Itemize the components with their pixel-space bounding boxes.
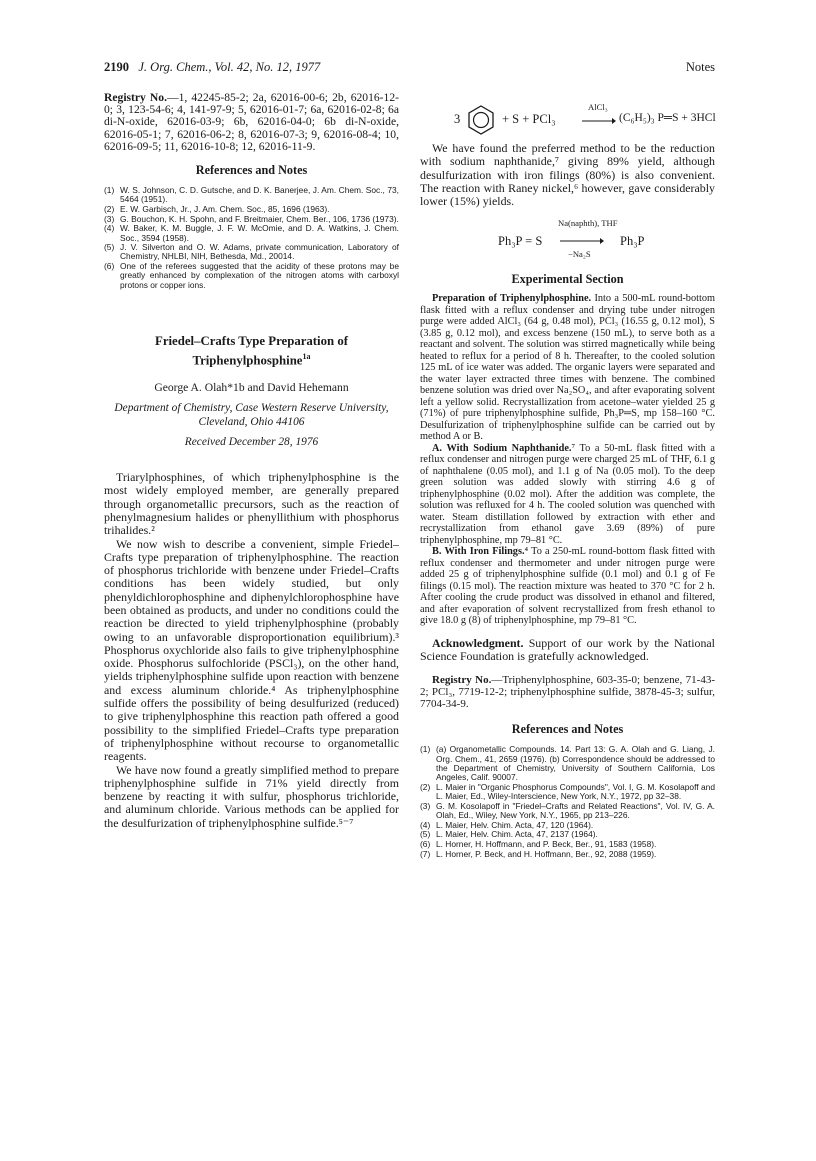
body-paragraph: We have now found a greatly simplified method to prepare triphenylphosphine sulfide in 71% yield directly from benzene by reacting it with sulfur, phosphorus trichloride, and aluminum chloride. Various methods can be applied for the desulfurization of triphenylphosphine sulfide.⁵⁻⁷ <box>104 762 399 830</box>
eq2-reactant: Ph₃P = S <box>498 234 543 249</box>
right-refs-heading: References and Notes <box>511 722 624 737</box>
left-registry-label: Registry No. <box>104 91 168 104</box>
journal-name: J. Org. Chem., <box>138 60 212 74</box>
reaction-arrow-icon <box>560 237 604 245</box>
right-ref-item: (3) G. M. Kosolapoff in "Friedel–Crafts and Related Reactions", Vol. IV, G. A. Olah, Ed., Wiley, New York, N.Y., 1965, pp 213–226. <box>420 800 715 820</box>
left-ref-item: (1) W. S. Johnson, C. D. Gutsche, and D. K. Banerjee, J. Am. Chem. Soc., 73, 5464 (1951). <box>104 185 399 205</box>
article-title: Friedel–Crafts Type Preparation of Triphenylphosphine$^{1a}$ <box>155 333 348 368</box>
eq1-coefficient: 3 <box>454 112 461 126</box>
left-refs-list <box>104 186 399 290</box>
left-registry <box>104 92 399 153</box>
left-ref-item: (5) J. V. Silverton and O. W. Adams, private communication, Laboratory of Chemistry, NHLBI, NIH, Bethesda, Md., 20014. <box>104 242 399 262</box>
received-date: Received December 28, 1976 <box>184 436 319 449</box>
body-paragraph: We have found the preferred method to be the reduction with sodium naphthanide,⁷ giving 89% yield, although desulfurization with iron filings (80%) is also convenient. The reaction with Raney nickel,⁶ however, gave considerably lower (15%) yields. <box>420 141 715 209</box>
eq1-reagents: + S + PCl₃ <box>502 112 556 126</box>
left-refs-heading: References and Notes <box>195 163 308 178</box>
left-ref-item: (4) W. Baker, K. M. Buggle, J. F. W. McOmie, and D. A. Watkins, J. Chem. Soc., 3594 (1958). <box>104 223 399 243</box>
running-header <box>104 60 715 80</box>
eq2-product: Ph₃P <box>620 234 645 249</box>
reaction-equation-1 <box>420 100 715 138</box>
left-ref-item: (3) G. Bouchon, K. H. Spohn, and F. Breitmaier, Chem. Ber., 106, 1736 (1973). <box>104 213 399 224</box>
right-ref-item: (1) (a) Organometallic Compounds. 14. Part 13: G. A. Olah and G. Liang, J. Org. Chem., 41, 2659 (1976). (b) Correspondence should be addressed to the Department of Chemistry, University of Southern California, Los Angeles, Calif. 90007. <box>420 744 715 783</box>
experimental-paragraph: A. With Sodium Naphthanide.⁷ To a 50-mL flask fitted with a reflux condenser and nitrogen purge were charged 25 mL of THF, 6.1 g of naphthalene (0.05 mol), and 1.1 g of Na (0.05 mol). To the deep green solution was added slowly with stirring 4.6 g of triphenylphosphine (0.02 mol). After the addition was complete, the solution was refluxed for 4 h. The cooled solution was quenched with water. Steam distillation followed by extraction with ether and recrystallization from ethanol gave 3.69 (89%) of pure triphenylphosphine, mp 79–81 °C. <box>420 442 715 546</box>
experimental-heading: Experimental Section <box>511 272 624 287</box>
left-registry-text: —1, 42245-85-2; 2a, 62016-00-6; 2b, 62016-12-0; 3, 123-54-6; 4, 141-97-9; 5, 62016-01-7; 6a, 62016-02-8; 6a di-N-oxide, 62016-03-9; 6b, 62016-04-0; 6b di-N-oxide, 62016-05-1; 7, 62016-06-2; 8, 62016-07-3; 9, 62016-08-4; 10, 62016-09-5; 11, 62016-10-8; 12, 62016-11-9. <box>104 91 399 153</box>
experimental-paragraph: Preparation of Triphenylphosphine. Into a 500-mL round-bottom flask fitted with a reflux condenser and drying tube under nitrogen purge were added AlCl₃ (64 g, 0.48 mol), PCl₃ (16.55 g, 0.12 mol), S (3.85 g, 0.12 mol), and excess benzene (150 mL), to serve both as a reactant and solvent. The solution was stirred magnetically while being heated to reflux for a period of 8 h. Thereafter, to the cooled solution 125 mL of ice water was added. The organic layers were separated and the water layer extracted three times with benzene. The combined benzene solution was dried over Na₂SO₄, and after evaporating solvent left a yellow solid. Recrystallization from acetone–water yielded 25 g (71%) of pure triphenylphosphine sulfide, Ph₃P═S, mp 158–160 °C. Desulfurization of triphenylphosphine sulfide can be carried out by method A or B. <box>420 293 715 443</box>
right-column <box>420 98 715 859</box>
benzene-ring-icon <box>466 104 496 136</box>
body-paragraph: We now wish to describe a convenient, simple Friedel–Crafts type preparation of triphenylphosphine. The reaction of phosphorus trichloride with benzene under Friedel–Crafts conditions has been widely studied, but only phenyldichlorophosphine and diphenylchlorophosphine have been obtained as products, and under no conditions could the reaction be directed to yield triphenylphosphine (probably owing to an unfavorable disproportionation equilibrium).³ Phosphorus oxychloride also fails to give triphenylphosphine oxide. Phosphorus sulfochloride (PSCl₃), on the other hand, yields triphenylphosphine sulfide upon reaction with benzene and excess aluminum chloride.⁴ As triphenylphosphine sulfide offers the possibility of being desulfurized (reduced) to give triphenylphosphine this reaction path offered a good possibility to the simplified Friedel–Crafts type preparation of triphenylphosphine without recourse to organometallic reagents. <box>104 536 399 764</box>
eq2-byproduct: −Na₂S <box>568 249 591 260</box>
experimental-paragraph: B. With Iron Filings.⁴ To a 250-mL round-bottom flask fitted with reflux condenser and thermometer and under nitrogen purge were added 25 g of triphenylphosphine sulfide (0.1 mol) and 0.1 g of Fe filings (0.15 mol). The reaction mixture was heated to 370 °C for 2 h. After cooling the crude product was dissolved in ethanol and filtered, and after evaporation of solvent recrystallized from fresh ethanol to give 18.0 g (8) of triphenylphosphine, mp 79–81 °C. <box>420 546 716 627</box>
eq2-conditions: Na(naphth), THF <box>558 218 618 229</box>
section-label: Notes <box>685 60 715 74</box>
page-number: 2190 <box>104 60 129 74</box>
body-paragraph: Triarylphosphines, of which triphenylphosphine is the most widely employed member, are generally prepared through organometallic precursors, such as the reaction of phenylmagnesium halides or phenyllithium with phosphorus trihalides.² <box>104 470 399 538</box>
right-ref-item: (6) L. Horner, H. Hoffmann, and P. Beck, Ber., 91, 1583 (1958). <box>420 838 657 849</box>
article-authors: George A. Olah*1b and David Hehemann <box>154 381 349 395</box>
right-ref-item: (5) L. Maier, Helv. Chim. Acta, 47, 2137 (1964). <box>420 829 598 840</box>
acknowledgment: Acknowledgment. Support of our work by the National Science Foundation is gratefully acknowledged. <box>420 635 715 664</box>
left-ref-item: (2) E. W. Garbisch, Jr., J. Am. Chem. Soc., 85, 1696 (1963). <box>104 203 330 214</box>
eq1-product: (C₆H₅)₃ P═S + 3HCl <box>619 112 716 124</box>
right-ref-item: (7) L. Horner, P. Beck, and H. Hoffmann, Ber., 92, 2088 (1959). <box>420 848 657 859</box>
article-affiliation: Department of Chemistry, Case Western Reserve University, Cleveland, Ohio 44106 <box>114 402 389 429</box>
left-ref-item: (6) One of the referees suggested that the acidity of these protons may be greatly enhanced by complexation of the nitrogen atoms with carboxyl protons or copper ions. <box>104 261 399 290</box>
reaction-arrow-icon <box>582 117 616 125</box>
right-ref-item: (4) L. Maier, Helv. Chim. Acta, 47, 120 (1964). <box>420 819 594 830</box>
reaction-equation-2 <box>420 212 715 266</box>
left-column <box>104 92 399 830</box>
right-refs-list <box>420 745 715 858</box>
eq1-catalyst: AlCl₃ <box>588 102 608 112</box>
right-ref-item: (2) L. Maier in "Organic Phosphorus Compounds", Vol. I, G. M. Kosolapoff and L. Maier, Ed., Wiley-Interscience, New York, N.Y., 1972, pp 32–38. <box>420 781 715 801</box>
right-registry: Registry No.—Triphenylphosphine, 603-35-0; benzene, 71-43-2; PCl₃, 7719-12-2; triphenylphosphine sulfide, 3878-45-3; sulfur, 7704-34-9. <box>420 673 715 711</box>
journal-volume: Vol. 42, No. 12, 1977 <box>214 60 321 74</box>
